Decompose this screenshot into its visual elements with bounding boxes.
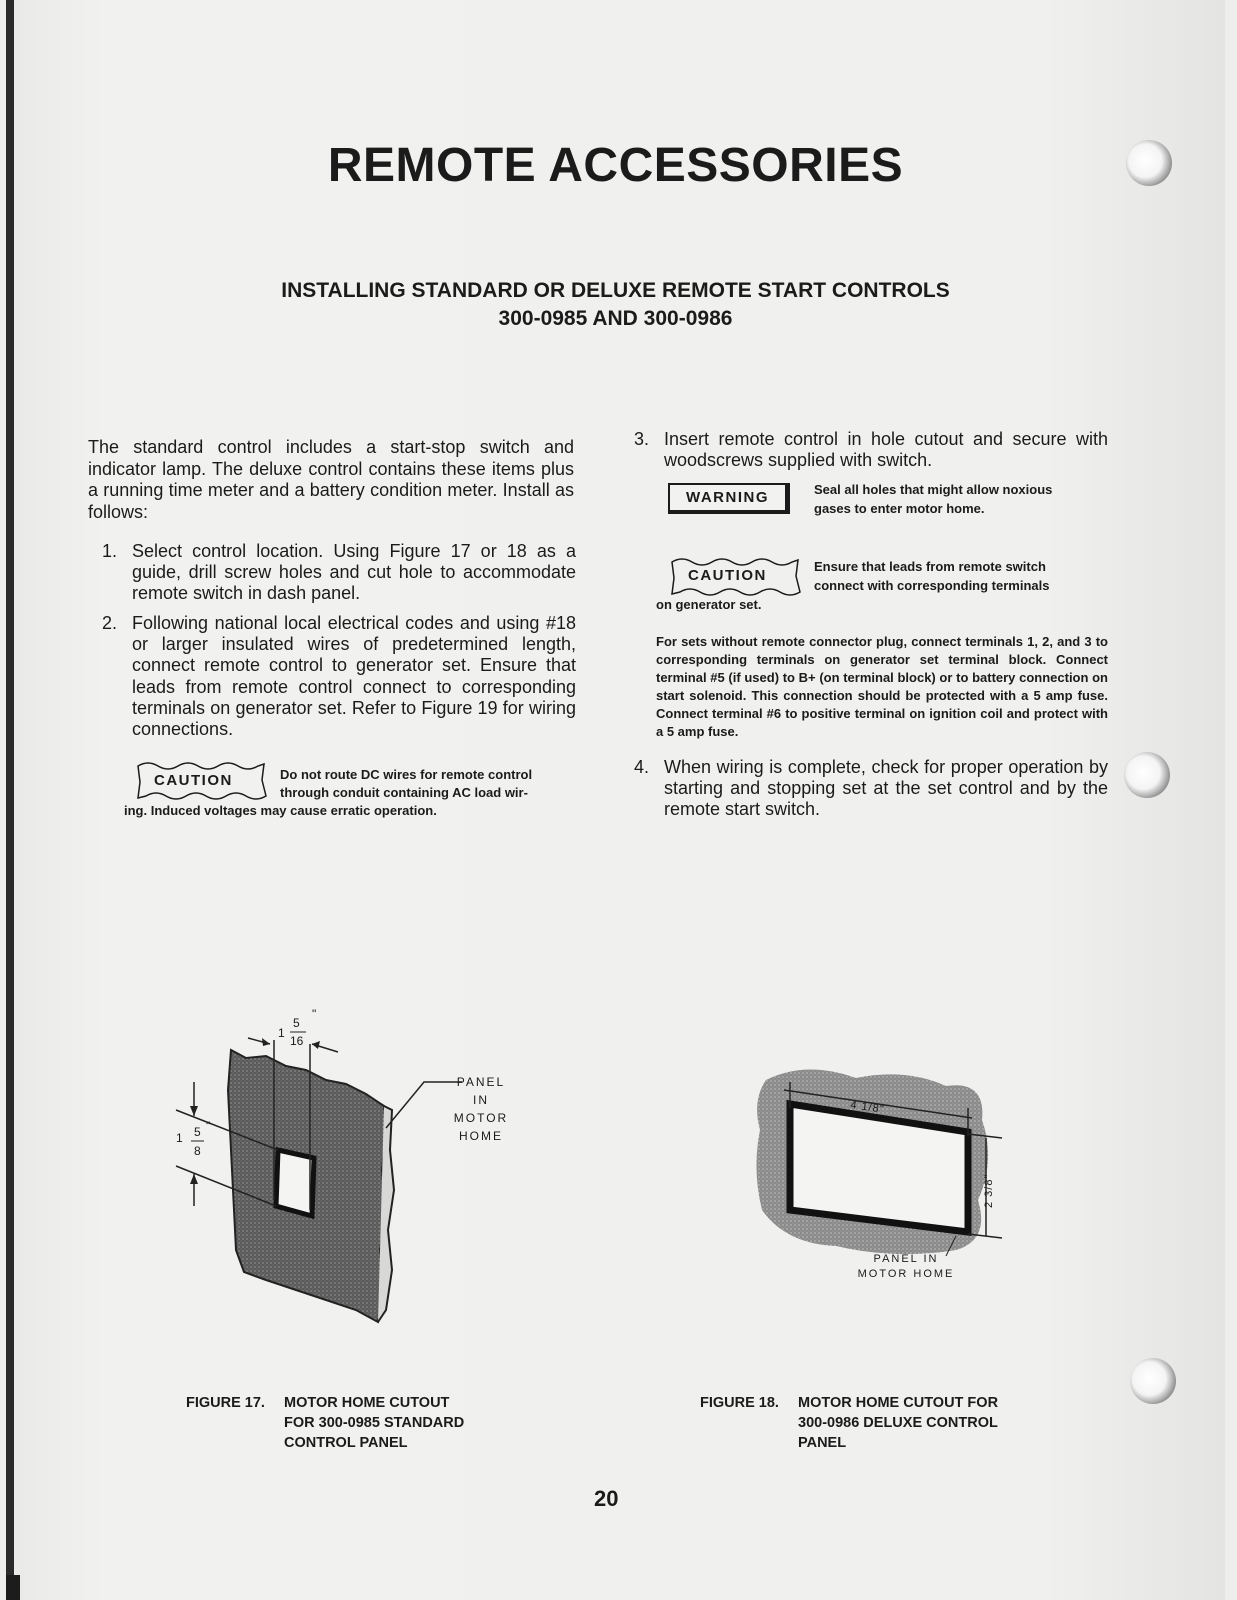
- step-1: [102, 541, 576, 607]
- figure-17-caption-l1: MOTOR HOME CUTOUT: [284, 1395, 450, 1411]
- fig17-height-den: 8: [194, 1144, 201, 1158]
- section-heading-line1: INSTALLING STANDARD OR DELUXE REMOTE START CONTROLS: [281, 279, 950, 302]
- page-title: REMOTE ACCESSORIES: [327, 139, 904, 192]
- figure-18-caption-l3: PANEL: [798, 1435, 847, 1451]
- binding-edge: [6, 0, 14, 1600]
- figure-18-caption-l1: MOTOR HOME CUTOUT FOR: [798, 1395, 999, 1411]
- step-4: [634, 757, 1108, 825]
- figure-17-drawing: [166, 1007, 546, 1340]
- wiring-note: For sets without remote connector plug, connect terminals 1, 2, and 3 to corresponding terminals on generator set terminal block. Connect terminal #5 (if used) to B+ (on terminal block) or to battery connection on start solenoid. This connection should be protected with a 5 amp fuse. Connect terminal #6 to positive terminal on ignition coil and protect with a 5 amp fuse.: [656, 634, 1108, 739]
- warning-text-b: gases to enter motor home.: [814, 501, 985, 516]
- caution-text-1c: ing. Induced voltages may cause erratic operation.: [124, 803, 437, 818]
- fig17-panel-l3: MOTOR: [453, 1111, 509, 1125]
- fig17-width-whole: 1: [278, 1026, 285, 1040]
- punch-hole-middle: [1124, 752, 1170, 798]
- fig18-panel-l1: PANEL IN: [873, 1253, 939, 1265]
- fig17-height-whole: 1: [176, 1131, 183, 1145]
- step-text: When wiring is complete, check for proper operation by starting and stopping set at the set control and by the remote start switch.: [664, 757, 1108, 820]
- section-heading: [6, 277, 1225, 333]
- section-heading-line2: 300-0985 AND 300-0986: [498, 307, 733, 330]
- caution-text-1a: Do not route DC wires for remote control: [280, 767, 533, 782]
- fig17-width-den: 16: [290, 1034, 304, 1048]
- figure-17-caption-l2: FOR 300-0985 STANDARD: [284, 1415, 465, 1431]
- page: [6, 0, 1225, 1600]
- binding-corner: [6, 1575, 20, 1600]
- fig17-width-num: 5: [293, 1016, 300, 1030]
- step-text: Following national local electrical codes and using #18 or larger insulated wires of predetermined length, connect remote control to generator set. Ensure that leads from remote control connect to corresponding terminals on generator set. Refer to Figure 19 for wiring connections.: [132, 613, 576, 740]
- warning-text-a: Seal all holes that might allow noxious: [814, 482, 1053, 497]
- fig17-panel-l1: PANEL: [456, 1075, 506, 1089]
- step-number: 1.: [102, 541, 118, 561]
- page-number: 20: [594, 1486, 619, 1511]
- caution-label-2: CAUTION: [688, 567, 767, 584]
- caution-text-2a: Ensure that leads from remote switch: [814, 559, 1046, 574]
- fig17-height-unit: ": [206, 1119, 211, 1133]
- figure-17-caption-l3: CONTROL PANEL: [284, 1435, 408, 1451]
- figure-18-number: FIGURE 18.: [700, 1395, 779, 1411]
- step-number: 3.: [634, 429, 650, 449]
- caution-label-1: CAUTION: [154, 772, 233, 789]
- caution-text-1b: through conduit containing AC load wir-: [280, 785, 528, 800]
- fig18-panel-l2: MOTOR HOME: [857, 1268, 955, 1280]
- step-text: Insert remote control in hole cutout and secure with woodscrews supplied with switch.: [664, 429, 1108, 471]
- step-number: 4.: [634, 757, 650, 777]
- punch-hole-bottom: [1130, 1358, 1176, 1404]
- caution-text-2c: on generator set.: [656, 597, 762, 612]
- step-2: [102, 613, 576, 763]
- figure-17-number: FIGURE 17.: [186, 1395, 265, 1411]
- step-3: [634, 429, 1108, 475]
- fig17-panel-l4: HOME: [459, 1129, 503, 1143]
- fig17-height-num: 5: [194, 1125, 201, 1139]
- fig18-height-dim: 2 3/8": [983, 1173, 995, 1208]
- caution-text-2b: connect with corresponding terminals: [814, 578, 1050, 593]
- intro-paragraph: The standard control includes a start-stop switch and indicator lamp. The deluxe control contains these items plus a running time meter and a battery condition meter. Install as follows:: [88, 437, 574, 522]
- figure-18-caption-l2: 300-0986 DELUXE CONTROL: [798, 1415, 998, 1431]
- fig17-panel-l2: IN: [473, 1093, 489, 1107]
- fig17-width-unit: ": [312, 1007, 317, 1021]
- warning-badge: WARNING: [668, 483, 790, 514]
- figure-18-drawing: [746, 1060, 1016, 1290]
- step-number: 2.: [102, 613, 118, 633]
- step-text: Select control location. Using Figure 17 or 18 as a guide, drill screw holes and cut hole to accommodate remote switch in dash panel.: [132, 541, 576, 604]
- fig18-width-dim: 4 1/8": [849, 1099, 886, 1116]
